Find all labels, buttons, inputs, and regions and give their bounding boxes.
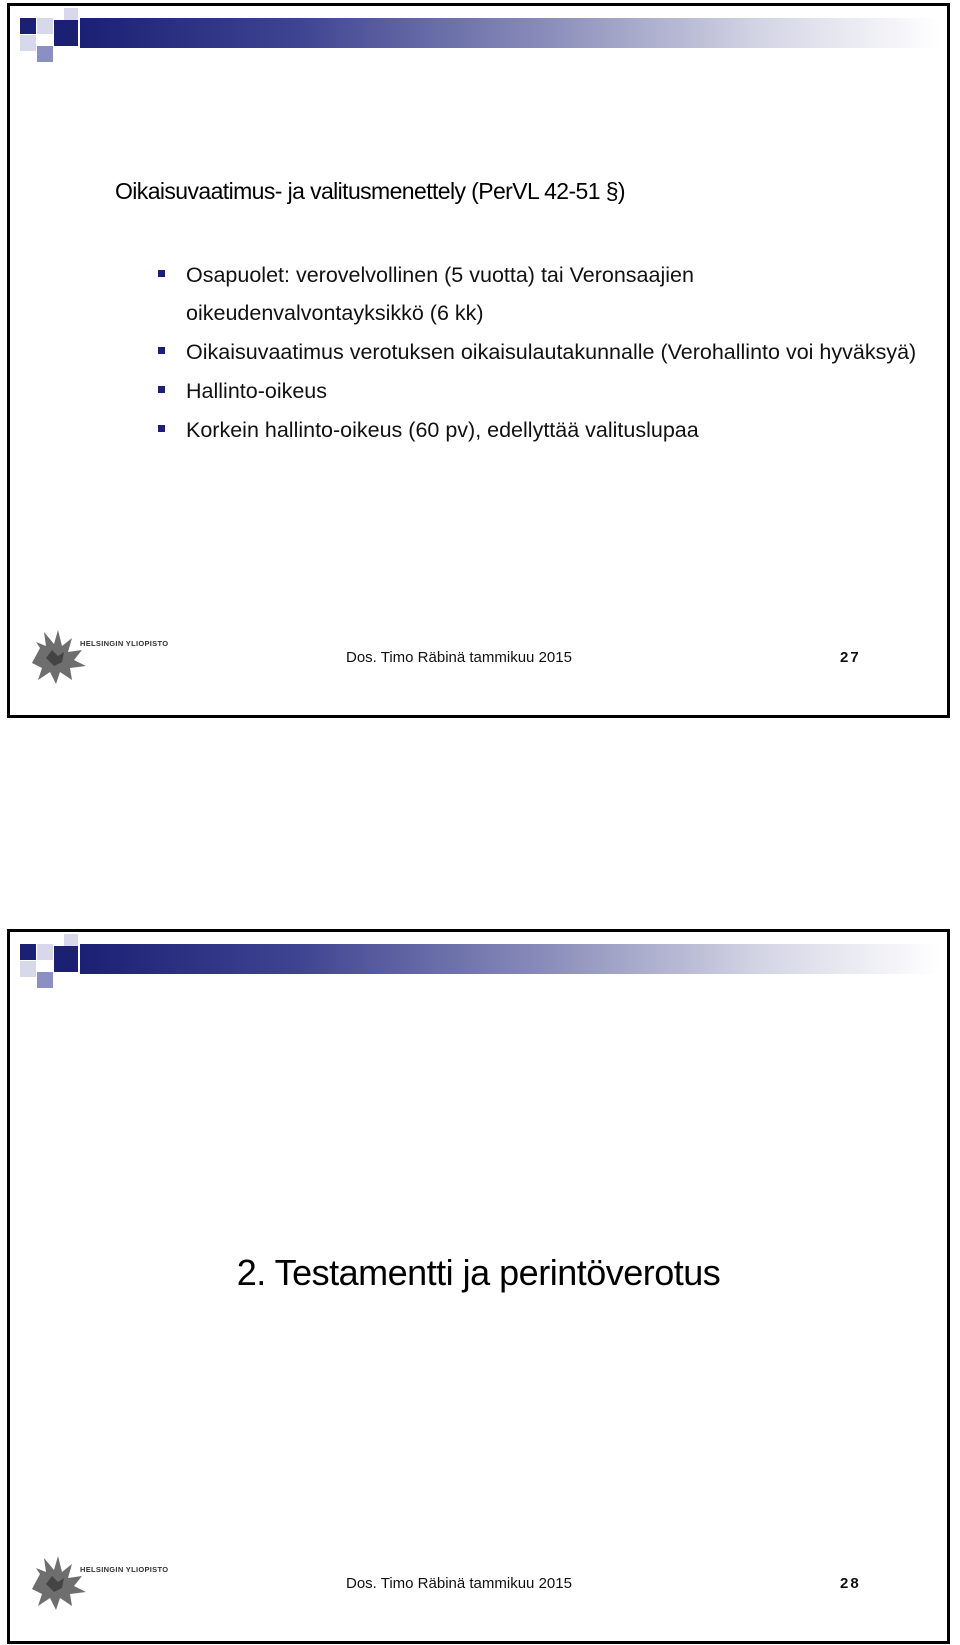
slide-28 <box>7 929 950 1644</box>
slide-header-bar <box>10 6 947 66</box>
decor-square <box>20 944 36 960</box>
flame-emblem-icon <box>22 618 182 688</box>
square-bullet-icon <box>158 347 165 354</box>
logo-text: HELSINGIN YLIOPISTO <box>80 639 169 648</box>
decor-square <box>54 946 78 972</box>
slide-title: Oikaisuvaatimus- ja valitusmenettely (PerVL 42-51 §) <box>115 178 625 204</box>
decor-square <box>37 18 53 34</box>
decor-square <box>37 46 53 62</box>
decor-square <box>54 20 78 46</box>
decor-square <box>20 18 36 34</box>
slide-footer: Dos. Timo Räbinä tammikuu 2015 <box>346 1575 572 1592</box>
square-bullet-icon <box>158 386 165 393</box>
bullet-list <box>158 256 918 450</box>
square-bullet-icon <box>158 425 165 432</box>
slide-footer: Dos. Timo Räbinä tammikuu 2015 <box>346 649 572 666</box>
university-logo <box>22 618 182 688</box>
university-logo <box>22 1544 182 1614</box>
decor-square <box>20 35 36 51</box>
decor-square <box>37 944 53 960</box>
decor-square <box>20 961 36 977</box>
square-bullet-icon <box>158 270 165 277</box>
bullet-item: Hallinto-oikeus <box>158 372 918 410</box>
bullet-item: Osapuolet: verovelvollinen (5 vuotta) tai Veronsaajien oikeudenvalvontayksikkö (6 kk) <box>158 256 918 332</box>
header-gradient <box>80 944 940 974</box>
page-number: 28 <box>840 1575 861 1592</box>
slide-header-bar <box>10 932 947 992</box>
logo-text: HELSINGIN YLIOPISTO <box>80 1565 169 1574</box>
bullet-item: Oikaisuvaatimus verotuksen oikaisulautakunnalle (Verohallinto voi hyväksyä) <box>158 333 918 371</box>
decor-square <box>37 972 53 988</box>
flame-emblem-icon <box>22 1544 182 1614</box>
bullet-item: Korkein hallinto-oikeus (60 pv), edellyttää valituslupaa <box>158 411 918 449</box>
header-gradient <box>80 18 940 48</box>
slide-27 <box>7 3 950 718</box>
page-number: 27 <box>840 649 861 666</box>
slide-title: 2. Testamentti ja perintöverotus <box>236 1252 721 1293</box>
